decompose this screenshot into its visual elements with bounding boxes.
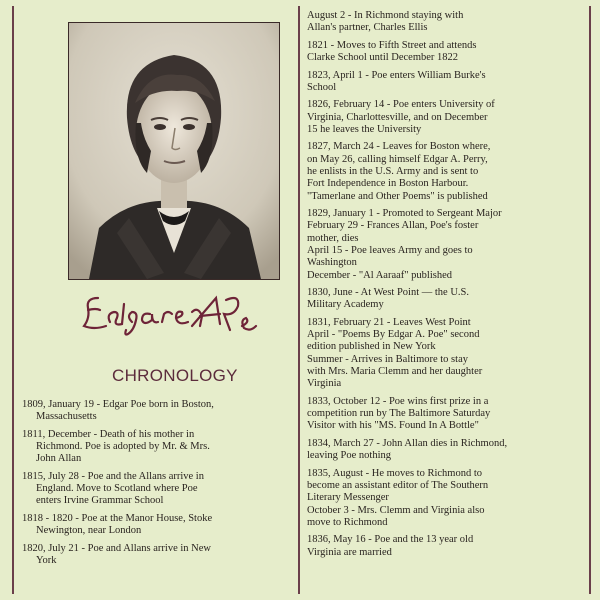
entry-line: Washington [307,257,357,269]
chronology-entry [307,208,579,282]
signature-drawing [80,286,280,338]
entry-line: Newington, near London [36,525,142,537]
entry-line: become an assistant editor of The Southern [307,479,489,491]
chronology-entry [307,10,579,35]
entry-line: Allan's partner, Charles Ellis [307,22,428,34]
chronology-entry [307,396,579,433]
entry-line: 1835, August - He moves to Richmond to [307,467,482,479]
entry-line: competition run by The Baltimore Saturday [307,408,491,420]
chronology-entry [307,287,579,312]
entry-line: 1833, October 12 - Poe wins first prize in a [307,395,489,407]
entry-line: Clarke School until December 1822 [307,52,459,64]
entry-line: 1809, January 19 - Edgar Poe born in Boston, [22,399,214,410]
entry-line: Visitor with his "MS. Found In A Bottle" [307,420,479,432]
column-divider [298,6,300,594]
entry-line: 1821 - Moves to Fifth Street and attends [307,39,477,51]
entry-line: England. Move to Scotland where Poe [36,483,198,495]
chronology-entry [22,543,284,568]
entry-line: 1829, January 1 - Promoted to Sergeant Major [307,208,502,220]
entry-line: Military Academy [307,299,384,311]
entry-line: 1834, March 27 - John Allan dies in Richmond, [307,437,508,449]
entry-line: School [307,81,337,93]
entry-line: 1826, February 14 - Poe enters University of [307,99,495,111]
chronology-entry [307,534,579,559]
entry-line: he enlists in the U.S. Army and is sent to [307,166,479,178]
entry-line: enters Irvine Grammar School [36,495,164,507]
entry-line: December - "Al Aaraaf" published [307,269,453,281]
entry-line: 1836, May 16 - Poe and the 13 year old [307,534,474,546]
entry-line: on May 26, calling himself Edgar A. Perry, [307,153,488,165]
chronology-entry [22,399,284,424]
signature [80,286,280,338]
entry-line: Virginia [307,378,342,390]
entry-line: Massachusetts [36,411,97,423]
chronology-entry [307,70,579,95]
entry-line: 1820, July 21 - Poe and Allans arrive in New [22,542,211,554]
entry-line: August 2 - In Richmond staying with [307,10,464,21]
entry-line: 1827, March 24 - Leaves for Boston where, [307,141,491,153]
entry-line: 1818 - 1820 - Poe at the Manor House, Stoke [22,512,213,524]
chronology-entry [307,438,579,463]
entry-line: April 15 - Poe leaves Army and goes to [307,244,473,256]
chronology-entry [22,471,284,508]
portrait-drawing [69,23,279,279]
entry-line: mother, dies [307,232,359,244]
chronology-entry [307,141,579,202]
entry-line: 15 he leaves the University [307,123,422,135]
entry-line: 1811, December - Death of his mother in [22,428,195,440]
chronology-right-column [307,10,579,564]
entry-line: with Mrs. Maria Clemm and her daughter [307,366,483,378]
chronology-entry [307,468,579,529]
entry-line: Virginia, Charlottesville, and on December [307,111,488,123]
entry-line: Fort Independence in Boston Harbour. [307,178,469,190]
portrait-image [68,22,280,280]
chronology-entry [307,99,579,136]
entry-line: February 29 - Frances Allan, Poe's foster [307,220,479,232]
entry-line: "Tamerlane and Other Poems" is published [307,190,488,202]
entry-line: 1823, April 1 - Poe enters William Burke's [307,69,486,81]
chronology-left-column [22,399,284,573]
entry-line: 1830, June - At West Point — the U.S. [307,287,470,299]
entry-line: Richmond. Poe is adopted by Mr. & Mrs. [36,441,210,453]
chronology-title: CHRONOLOGY [112,366,238,385]
entry-line: Summer - Arrives in Baltimore to stay [307,353,468,365]
entry-line: 1831, February 21 - Leaves West Point [307,316,471,328]
entry-line: October 3 - Mrs. Clemm and Virginia also [307,504,485,516]
entry-line: move to Richmond [307,516,388,528]
entry-line: John Allan [36,453,82,465]
chronology-entry [307,40,579,65]
chronology-entry [22,429,284,466]
entry-line: 1815, July 28 - Poe and the Allans arrive in [22,470,204,482]
entry-line: York [36,555,57,567]
entry-line: edition published in New York [307,341,436,353]
entry-line: leaving Poe nothing [307,450,391,462]
entry-line: April - "Poems By Edgar A. Poe" second [307,329,480,341]
chronology-entry [307,317,579,391]
chronology-entry [22,513,284,538]
entry-line: Literary Messenger [307,492,389,504]
entry-line: Virginia are married [307,546,392,558]
